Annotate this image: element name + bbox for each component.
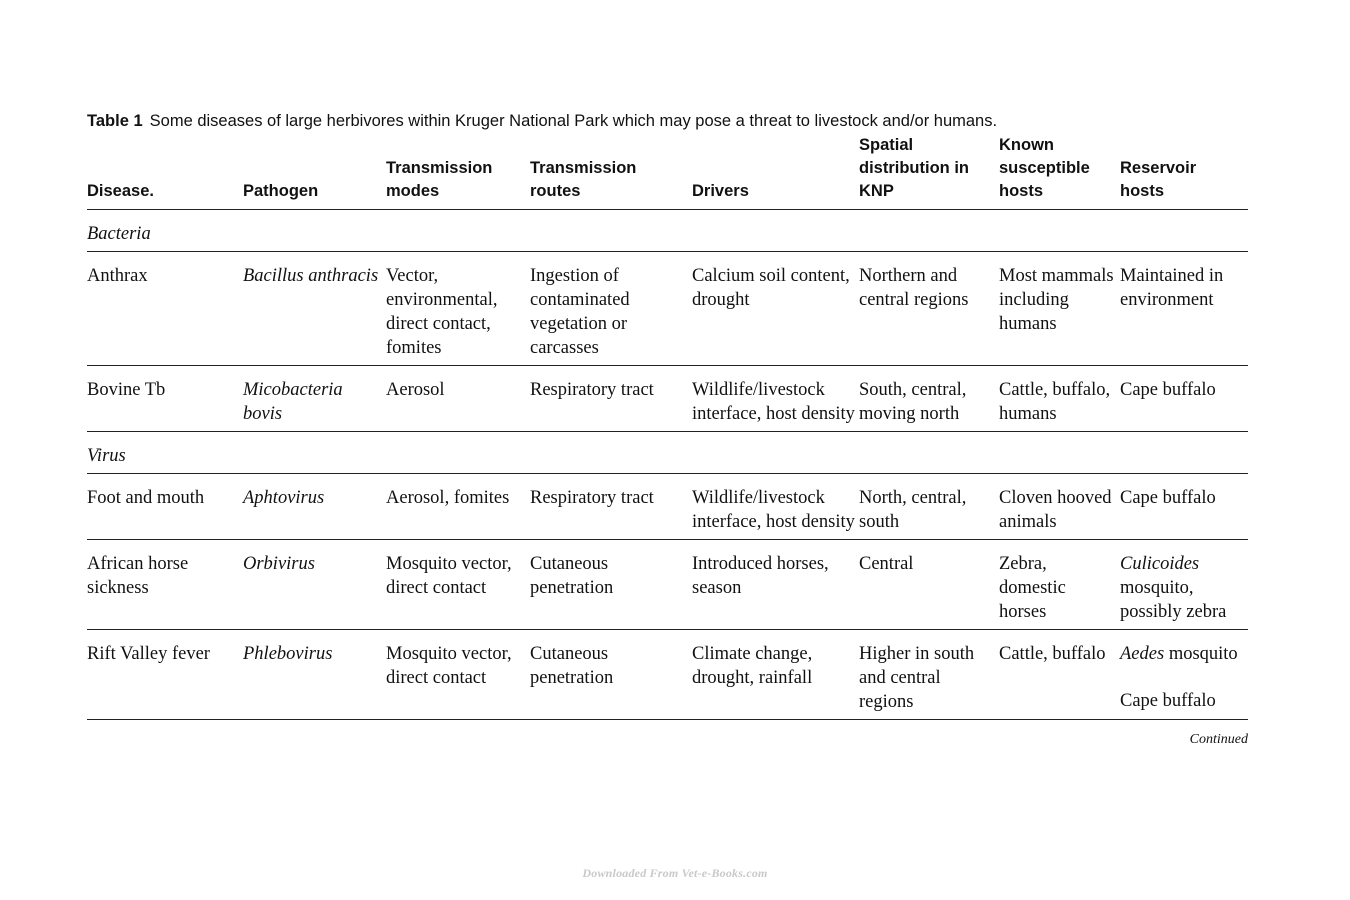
table-label: Table 1: [87, 112, 143, 130]
reservoir-cell: Cape buffalo: [1120, 474, 1248, 540]
table-caption-text: Some diseases of large herbivores within Kruger National Park which may pose a threat to livestock and/or humans.: [149, 112, 998, 130]
disease-cell: Rift Valley fever: [87, 630, 243, 720]
spatial-cell: North, central, south: [859, 474, 999, 540]
reservoir-text: mosquito: [1168, 644, 1238, 664]
modes-cell: Aerosol, fomites: [386, 474, 530, 540]
column-header: Spatial distribution in KNP: [859, 134, 999, 210]
group-row: [87, 432, 1248, 474]
column-header: Known susceptible hosts: [999, 134, 1120, 210]
routes-cell: Cutaneous penetration: [530, 630, 692, 720]
routes-cell: Cutaneous penetration: [530, 540, 692, 630]
hosts-cell: Cattle, buffalo, humans: [999, 366, 1120, 432]
spatial-cell: South, central, moving north: [859, 366, 999, 432]
column-header: Transmission routes: [530, 134, 692, 210]
pathogen-cell: Phlebovirus: [243, 630, 386, 720]
table-caption: [87, 112, 997, 131]
spatial-cell: Higher in south and central regions: [859, 630, 999, 720]
disease-cell: African horse sickness: [87, 540, 243, 630]
reservoir-italic: Aedes: [1120, 644, 1165, 664]
drivers-cell: Calcium soil content, drought: [692, 252, 859, 366]
disease-cell: Anthrax: [87, 252, 243, 366]
hosts-cell: Most mammals including humans: [999, 252, 1120, 366]
hosts-cell: Cattle, buffalo: [999, 630, 1120, 720]
reservoir-cell: [1120, 540, 1248, 630]
drivers-cell: Wildlife/livestock interface, host density: [692, 366, 859, 432]
column-header: Drivers: [692, 134, 859, 210]
spatial-cell: Northern and central regions: [859, 252, 999, 366]
column-header: Pathogen: [243, 134, 386, 210]
drivers-cell: Climate change, drought, rainfall: [692, 630, 859, 720]
routes-cell: Respiratory tract: [530, 366, 692, 432]
watermark: Downloaded From Vet-e-Books.com: [582, 866, 768, 880]
continued-note: Continued: [1189, 732, 1248, 747]
group-row: [87, 210, 1248, 252]
routes-cell: Respiratory tract: [530, 474, 692, 540]
group-label: Bacteria: [87, 210, 1248, 252]
modes-cell: Mosquito vector, direct contact: [386, 630, 530, 720]
disease-cell: Bovine Tb: [87, 366, 243, 432]
disease-table: [87, 134, 1248, 720]
column-header: Transmission modes: [386, 134, 530, 210]
pathogen-cell: Bacillus anthracis: [243, 252, 386, 366]
hosts-cell: Cloven hooved animals: [999, 474, 1120, 540]
hosts-cell: Zebra, domestic horses: [999, 540, 1120, 630]
pathogen-cell: Micobacteria bovis: [243, 366, 386, 432]
column-header: Reservoir hosts: [1120, 134, 1248, 210]
reservoir-italic: Culicoides: [1120, 554, 1200, 574]
table-row: [87, 540, 1248, 630]
header-row: [87, 134, 1248, 210]
table-row: [87, 252, 1248, 366]
spatial-cell: Central: [859, 540, 999, 630]
pathogen-cell: Orbivirus: [243, 540, 386, 630]
reservoir-cell: [1120, 630, 1248, 720]
reservoir-cell: Cape buffalo: [1120, 366, 1248, 432]
disease-cell: Foot and mouth: [87, 474, 243, 540]
drivers-cell: Wildlife/livestock interface, host density: [692, 474, 859, 540]
modes-cell: Vector, environmental, direct contact, fomites: [386, 252, 530, 366]
modes-cell: Mosquito vector, direct contact: [386, 540, 530, 630]
table-row: [87, 630, 1248, 720]
reservoir-line: Cape buffalo: [1120, 691, 1216, 711]
routes-cell: Ingestion of contaminated vegetation or carcasses: [530, 252, 692, 366]
reservoir-text: mosquito, possibly zebra: [1120, 578, 1227, 622]
column-header: Disease.: [87, 134, 243, 210]
drivers-cell: Introduced horses, season: [692, 540, 859, 630]
table-row: [87, 366, 1248, 432]
reservoir-cell: Maintained in environment: [1120, 252, 1248, 366]
pathogen-cell: Aphtovirus: [243, 474, 386, 540]
modes-cell: Aerosol: [386, 366, 530, 432]
group-label: Virus: [87, 432, 1248, 474]
table-row: [87, 474, 1248, 540]
reservoir-line: [1120, 642, 1244, 666]
